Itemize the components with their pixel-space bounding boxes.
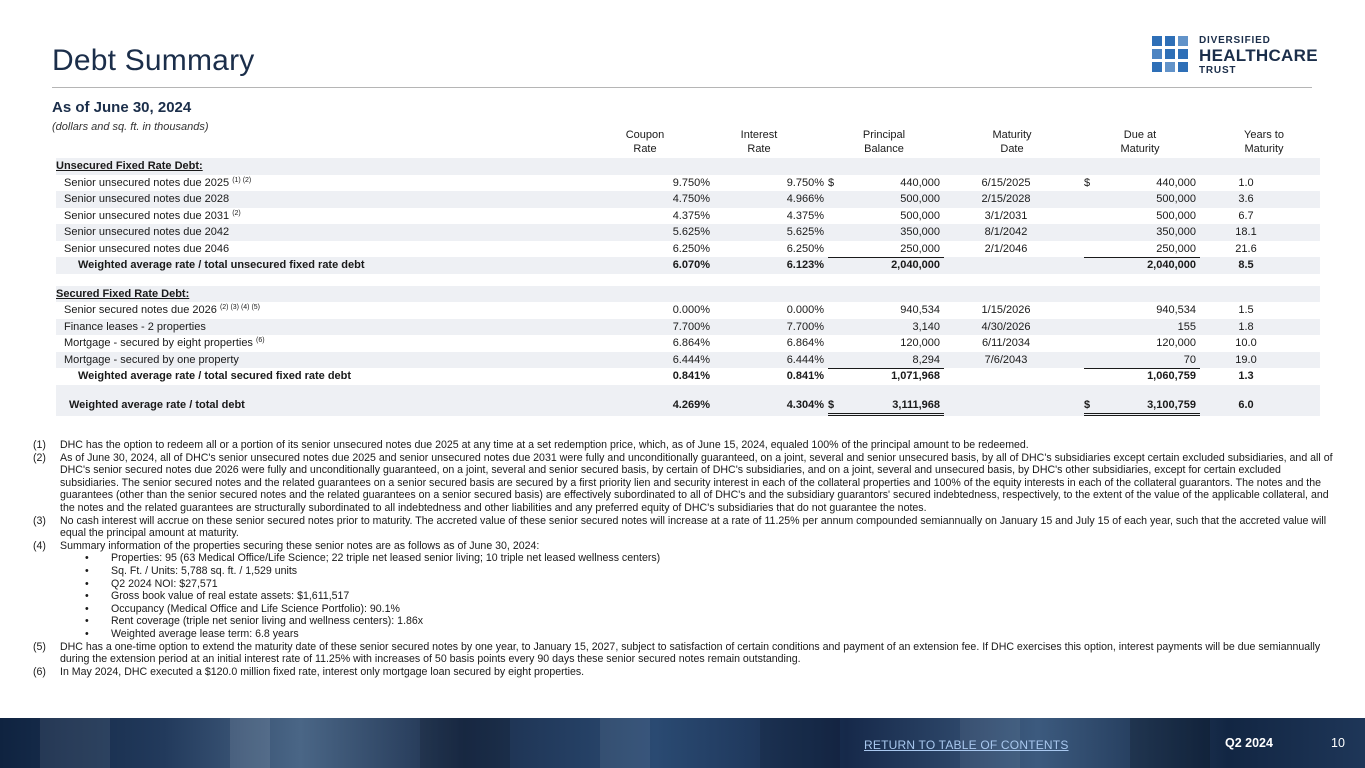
- footnote-4: (4) Summary information of the properties securing these senior notes are as follows as of June 30, 2024:: [33, 539, 540, 552]
- header-principal-balance: Principal Balance: [822, 128, 946, 160]
- footnote-2: (2) As of June 30, 2024, all of DHC's senior unsecured notes due 2025 and senior unsecured notes due 2031 were fully and unconditionally guaranteed, on a joint, several and senior unsecured basis, by all of DHC's subsidiaries except certain excluded subsidiaries, and all of DHC's senior secured notes due 2026 were fully and unconditionally guaranteed, on a joint, several and senior secured basis, by certain of DHC's subsidiaries, and on a joint, several and unsecured basis, by DHC's other subsidiaries, except for certain excluded subsidiaries. The senior secured notes and the related guarantees on a senior secured basis are secured by a first priority lien and security interest in each of the collateral properties and 100% of the equity interests in each of the collateral guarantors. The notes and the guarantees (other than the senior secured notes and the related guarantees on a senior secured basis) are effectively subordinated to all of DHC's and the subsidiary guarantors' secured indebtedness, respectively, to the extent of the value of the applicable collateral, and the notes and the related guarantees are structurally subordinated to all indebtedness and other liabilities and any preferred equity of DHC's subsidiaries that do not guarantee the notes.: [33, 451, 1333, 514]
- table-row: Senior unsecured notes due 2046 6.250% 6.250% 250,000 2/1/2046 250,000 21.6: [64, 242, 1257, 255]
- header-interest-rate: Interest Rate: [704, 128, 814, 160]
- debt-table: [56, 158, 1320, 416]
- page-title: Debt Summary: [52, 44, 255, 77]
- table-row: Mortgage - secured by one property 6.444% 6.444% 8,294 7/6/2043 70 19.0: [56, 352, 1320, 369]
- header-coupon-rate: Coupon Rate: [600, 128, 690, 160]
- logo-line-3: TRUST: [1199, 65, 1237, 76]
- footnote-5: (5) DHC has a one-time option to extend the maturity date of these senior secured notes by one year, to January 15, 2027, subject to satisfaction of certain conditions and payment of an extension fee. If DHC exercises this option, interest payments will be due semiannually during the extension period at an initial interest rate of 11.25% with increases of 50 basis points every 90 days these senior secured notes remain outstanding.: [33, 640, 1321, 666]
- units-note: (dollars and sq. ft. in thousands): [52, 121, 209, 133]
- section-heading-unsecured: Unsecured Fixed Rate Debt:: [56, 158, 1320, 175]
- header-due-at-maturity: Due at Maturity: [1078, 128, 1202, 160]
- table-row: Senior unsecured notes due 2042 5.625% 5.625% 350,000 8/1/2042 350,000 18.1: [56, 224, 1320, 241]
- bullet-item: • Weighted average lease term: 6.8 years: [85, 627, 299, 640]
- footer-quarter: Q2 2024: [1225, 736, 1273, 750]
- page-number: 10: [1331, 736, 1345, 750]
- bullet-item: • Occupancy (Medical Office and Life Science Portfolio): 90.1%: [85, 602, 400, 615]
- logo-line-1: DIVERSIFIED: [1199, 35, 1271, 46]
- spacer: [56, 274, 1320, 286]
- logo-grid-icon: [1152, 36, 1188, 74]
- footer-banner: [0, 718, 1365, 768]
- footnote-1: (1) DHC has the option to redeem all or a portion of its senior unsecured notes due 2025 at any time at a set redemption price, which, as of June 15, 2024, equaled 100% of the principal amount to be redeemed.: [33, 439, 1029, 451]
- table-row: Senior unsecured notes due 2028 4.750% 4.966% 500,000 2/15/2028 500,000 3.6: [56, 191, 1320, 208]
- logo-line-2: HEALTHCARE: [1199, 46, 1318, 65]
- as-of-date: As of June 30, 2024: [52, 99, 192, 116]
- section-heading-secured: Secured Fixed Rate Debt:: [56, 286, 1320, 303]
- header-maturity-date: Maturity Date: [954, 128, 1070, 160]
- company-logo: [1152, 36, 1322, 76]
- header-years-to-maturity: Years to Maturity: [1208, 128, 1320, 160]
- bullet-item: • Gross book value of real estate assets: $1,611,517: [85, 590, 350, 603]
- bullet-item: • Rent coverage (triple net senior living and wellness centers): 1.86x: [85, 615, 424, 628]
- table-row: Mortgage - secured by eight properties $^{(6)}$ 6.864% 6.864% 120,000 6/11/2034 120,000 10.0: [64, 337, 1257, 349]
- bullet-item: • Sq. Ft. / Units: 5,788 sq. ft. / 1,529 units: [85, 564, 298, 577]
- subtotal-row-unsecured: Weighted average rate / total unsecured fixed rate debt 6.070% 6.123% 2,040,000 2,040,000 8.5: [56, 257, 1320, 274]
- footnote-6: (6) In May 2024, DHC executed a $120.0 million fixed rate, interest only mortgage loan secured by eight properties.: [33, 665, 585, 678]
- subtotal-row-secured: Weighted average rate / total secured fixed rate debt 0.841% 0.841% 1,071,968 1,060,759 1.3: [78, 370, 1254, 382]
- table-row: Finance leases - 2 properties 7.700% 7.700% 3,140 4/30/2026 155 1.8: [56, 319, 1320, 336]
- spacer: [56, 385, 1320, 394]
- title-divider: [52, 87, 1312, 88]
- footnote-3: (3) No cash interest will accrue on these senior secured notes prior to maturity. The accreted value of these senior secured notes will increase at a rate of 11.25% per annum compounded semiannually on January 15 and July 15 of each year, such that the accreted value will equal the principal amount at maturity.: [33, 514, 1327, 540]
- return-to-toc-link[interactable]: RETURN TO TABLE OF CONTENTS: [864, 738, 1069, 752]
- footnotes: [33, 439, 1338, 678]
- table-row: Senior unsecured notes due 2031 $^{(2)}$ 4.375% 4.375% 500,000 3/1/2031 500,000 6.7: [64, 209, 1254, 222]
- table-row: Senior unsecured notes due 2025 $^{(1) (2)}$ 9.750% 9.750% $ 440,000 6/15/2025 $ 440,000 1.0: [64, 176, 1254, 189]
- table-row: Senior secured notes due 2026 $^{(2) (3) (4) (5)}$ 0.000% 0.000% 940,534 1/15/2026 940,534 1.5: [64, 304, 1254, 316]
- grand-total-row: Weighted average rate / total debt 4.269% 4.304% $ 3,111,968 $ 3,100,759 6.0: [56, 394, 1320, 416]
- bullet-item: • Properties: 95 (63 Medical Office/Life Science; 22 triple net leased senior living; 10 triple net leased wellness centers): [85, 552, 661, 565]
- bullet-item: • Q2 2024 NOI: $27,571: [85, 577, 218, 590]
